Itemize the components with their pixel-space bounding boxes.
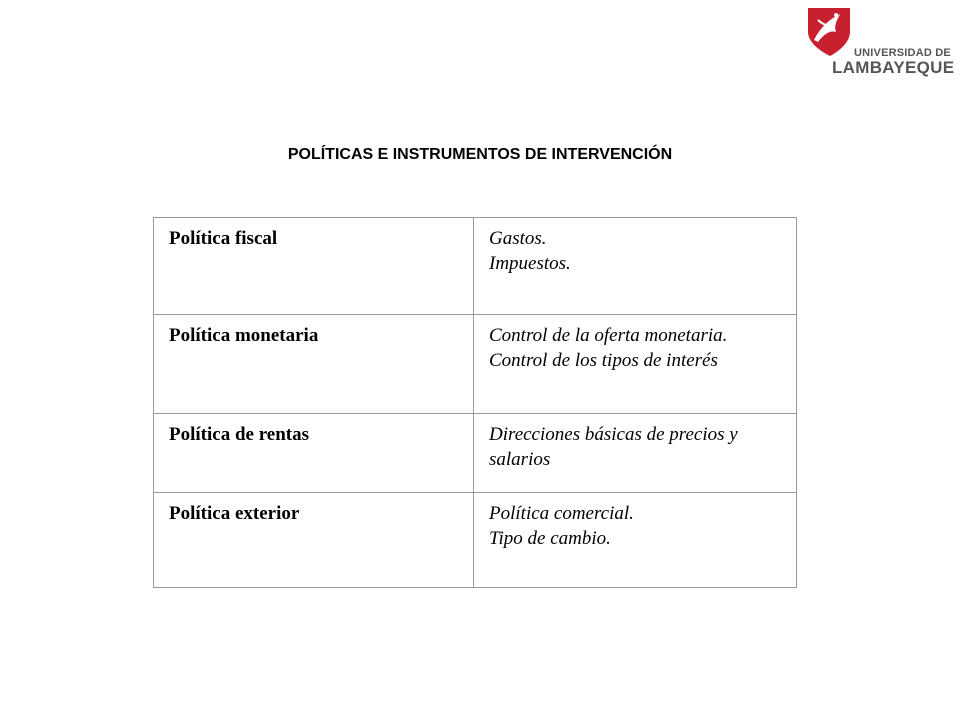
policy-name: Política monetaria — [154, 315, 474, 414]
policy-instruments — [474, 218, 797, 315]
table-row — [154, 315, 797, 414]
instrument-item: Gastos. — [489, 228, 547, 249]
table-row — [154, 218, 797, 315]
table-row — [154, 493, 797, 588]
instrument-item: Direcciones básicas de precios y salarios — [489, 424, 738, 470]
instrument-item: Control de la oferta monetaria. — [489, 325, 728, 346]
logo-text-line1: UNIVERSIDAD DE — [854, 47, 951, 59]
table-row — [154, 414, 797, 493]
logo-text-line2: LAMBAYEQUE — [832, 58, 955, 77]
policy-name: Política de rentas — [154, 414, 474, 493]
policy-table — [153, 217, 797, 588]
instrument-item: Política comercial. — [489, 503, 634, 524]
policy-instruments — [474, 315, 797, 414]
policy-name: Política exterior — [154, 493, 474, 588]
instrument-item: Tipo de cambio. — [489, 528, 611, 549]
policy-name: Política fiscal — [154, 218, 474, 315]
policy-instruments — [474, 414, 797, 493]
university-logo — [806, 6, 955, 80]
policy-instruments — [474, 493, 797, 588]
shield-bird-icon — [806, 6, 854, 58]
page-title: POLÍTICAS E INSTRUMENTOS DE INTERVENCIÓN — [287, 146, 673, 163]
instrument-item: Control de los tipos de interés — [489, 350, 718, 371]
instrument-item: Impuestos. — [489, 253, 571, 274]
